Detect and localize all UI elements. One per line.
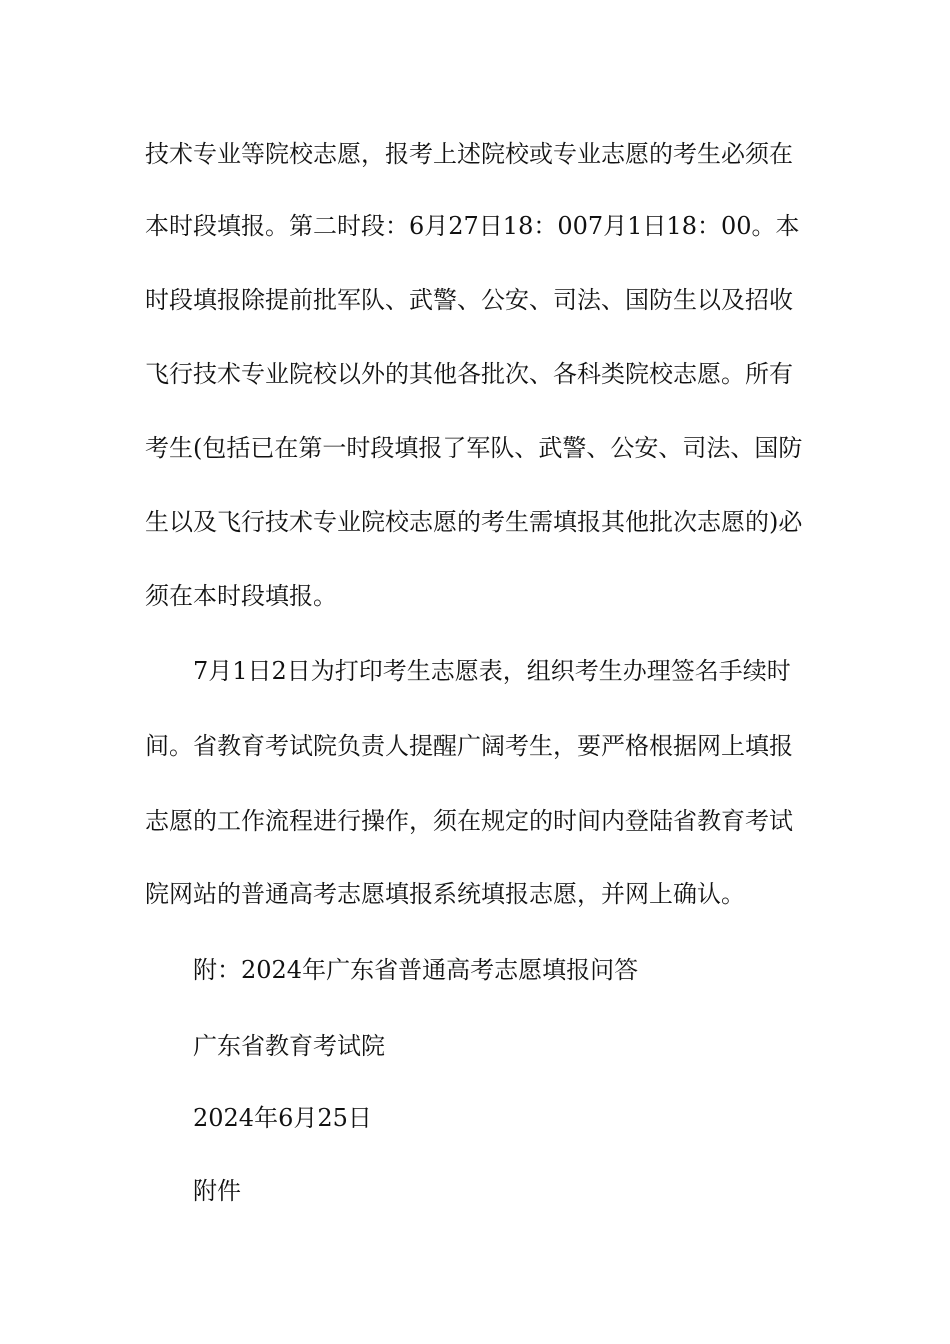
paragraph-line: 7月1日2日为打印考生志愿表，组织考生办理签名手续时 [193,657,791,685]
paragraph-line: 考生(包括已在第一时段填报了军队、武警、公安、司法、国防 [145,434,803,462]
paragraph-line: 生以及飞行技术专业院校志愿的考生需填报其他批次志愿的)必 [145,508,803,536]
paragraph-line: 飞行技术专业院校以外的其他各批次、各科类院校志愿。所有 [145,360,793,388]
paragraph-line: 技术专业等院校志愿，报考上述院校或专业志愿的考生必须在 [145,140,793,168]
paragraph-line: 本时段填报。第二时段：6月27日18：007月1日18：00。本 [145,212,800,240]
attachment-heading: 附件 [193,1177,241,1205]
paragraph-line: 院网站的普通高考志愿填报系统填报志愿，并网上确认。 [145,880,745,908]
paragraph-line: 时段填报除提前批军队、武警、公安、司法、国防生以及招收 [145,286,793,314]
attachment-note: 附：2024年广东省普通高考志愿填报问答 [193,956,639,984]
paragraph-line: 志愿的工作流程进行操作，须在规定的时间内登陆省教育考试 [145,807,793,835]
issuer-name: 广东省教育考试院 [193,1032,385,1060]
paragraph-line: 须在本时段填报。 [145,582,337,610]
paragraph-line: 间。省教育考试院负责人提醒广阔考生，要严格根据网上填报 [145,732,793,760]
issue-date: 2024年6月25日 [193,1104,372,1132]
